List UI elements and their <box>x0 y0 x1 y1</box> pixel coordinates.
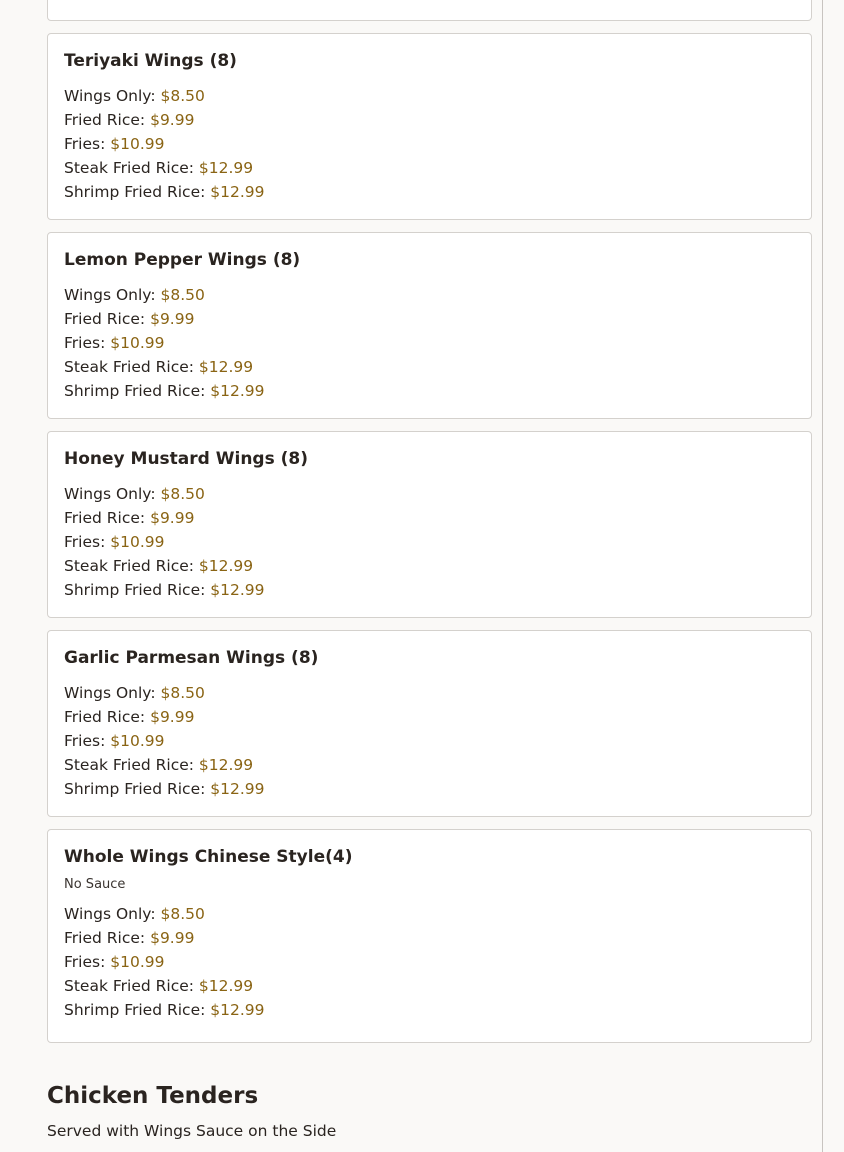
price-option <box>64 681 795 705</box>
menu-item-card-partial <box>47 0 812 21</box>
option-label: Wings Only: <box>64 286 156 304</box>
price-list <box>64 902 795 1022</box>
option-label: Fries: <box>64 953 106 971</box>
option-price: $10.99 <box>110 533 165 551</box>
option-label: Wings Only: <box>64 87 156 105</box>
option-price: $8.50 <box>160 87 205 105</box>
option-price: $9.99 <box>150 111 195 129</box>
option-price: $9.99 <box>150 310 195 328</box>
option-price: $12.99 <box>210 780 265 798</box>
option-price: $12.99 <box>198 358 254 376</box>
option-price: $8.50 <box>160 684 205 702</box>
option-price: $9.99 <box>150 509 195 527</box>
menu-item-note: No Sauce <box>64 877 126 892</box>
price-option <box>64 974 795 998</box>
price-option <box>64 902 795 926</box>
option-price: $12.99 <box>210 581 265 599</box>
price-option <box>64 379 795 403</box>
menu-item-card[interactable] <box>47 431 812 618</box>
option-label: Steak Fried Rice: <box>64 977 194 995</box>
price-option <box>64 578 795 602</box>
price-option <box>64 753 795 777</box>
option-label: Shrimp Fried Rice: <box>64 382 206 400</box>
price-option <box>64 777 795 801</box>
price-list <box>64 84 795 204</box>
price-list <box>64 283 795 403</box>
menu-item-title: Whole Wings Chinese Style(4) <box>64 847 353 867</box>
menu-item-card[interactable] <box>47 33 812 220</box>
price-option <box>64 132 795 156</box>
option-label: Fried Rice: <box>64 111 146 129</box>
option-label: Fries: <box>64 135 106 153</box>
option-label: Wings Only: <box>64 684 156 702</box>
option-price: $9.99 <box>150 708 195 726</box>
option-label: Fries: <box>64 732 106 750</box>
option-price: $8.50 <box>160 905 205 923</box>
menu-item-card[interactable] <box>47 232 812 419</box>
option-label: Fried Rice: <box>64 708 146 726</box>
option-label: Fried Rice: <box>64 929 146 947</box>
option-label: Shrimp Fried Rice: <box>64 581 206 599</box>
price-option <box>64 998 795 1022</box>
option-label: Steak Fried Rice: <box>64 557 194 575</box>
price-list <box>64 482 795 602</box>
option-price: $12.99 <box>210 1001 265 1019</box>
price-option <box>64 283 795 307</box>
price-option <box>64 156 795 180</box>
price-option <box>64 355 795 379</box>
price-option <box>64 506 795 530</box>
price-option <box>64 108 795 132</box>
menu-item-title: Honey Mustard Wings (8) <box>64 449 309 469</box>
option-label: Wings Only: <box>64 485 156 503</box>
option-label: Wings Only: <box>64 905 156 923</box>
price-option <box>64 705 795 729</box>
option-label: Shrimp Fried Rice: <box>64 780 206 798</box>
option-price: $12.99 <box>198 159 254 177</box>
option-price: $8.50 <box>160 286 205 304</box>
option-price: $12.99 <box>198 756 254 774</box>
option-label: Fries: <box>64 533 106 551</box>
menu-item-title: Lemon Pepper Wings (8) <box>64 250 301 270</box>
price-option <box>64 926 795 950</box>
menu-item-card[interactable] <box>47 630 812 817</box>
option-price: $10.99 <box>110 334 165 352</box>
price-option <box>64 180 795 204</box>
option-price: $12.99 <box>198 557 254 575</box>
price-option <box>64 950 795 974</box>
option-price: $12.99 <box>210 183 265 201</box>
price-option <box>64 482 795 506</box>
menu-item-card[interactable] <box>47 829 812 1043</box>
option-price: $8.50 <box>160 485 205 503</box>
price-list <box>64 681 795 801</box>
option-price: $10.99 <box>110 135 165 153</box>
option-price: $10.99 <box>110 732 165 750</box>
price-option <box>64 307 795 331</box>
section-subtitle: Served with Wings Sauce on the Side <box>47 1122 337 1140</box>
option-label: Fried Rice: <box>64 509 146 527</box>
option-label: Steak Fried Rice: <box>64 358 194 376</box>
price-option <box>64 554 795 578</box>
price-option <box>64 331 795 355</box>
option-label: Shrimp Fried Rice: <box>64 183 206 201</box>
menu-item-title: Garlic Parmesan Wings (8) <box>64 648 319 668</box>
option-label: Shrimp Fried Rice: <box>64 1001 206 1019</box>
option-price: $12.99 <box>210 382 265 400</box>
option-label: Fried Rice: <box>64 310 146 328</box>
menu-item-title: Teriyaki Wings (8) <box>64 51 237 71</box>
option-price: $10.99 <box>110 953 165 971</box>
option-label: Fries: <box>64 334 106 352</box>
option-price: $12.99 <box>198 977 254 995</box>
price-option <box>64 84 795 108</box>
option-label: Steak Fried Rice: <box>64 756 194 774</box>
price-option <box>64 530 795 554</box>
option-label: Steak Fried Rice: <box>64 159 194 177</box>
section-title: Chicken Tenders <box>47 1083 259 1109</box>
option-price: $9.99 <box>150 929 195 947</box>
price-option <box>64 729 795 753</box>
